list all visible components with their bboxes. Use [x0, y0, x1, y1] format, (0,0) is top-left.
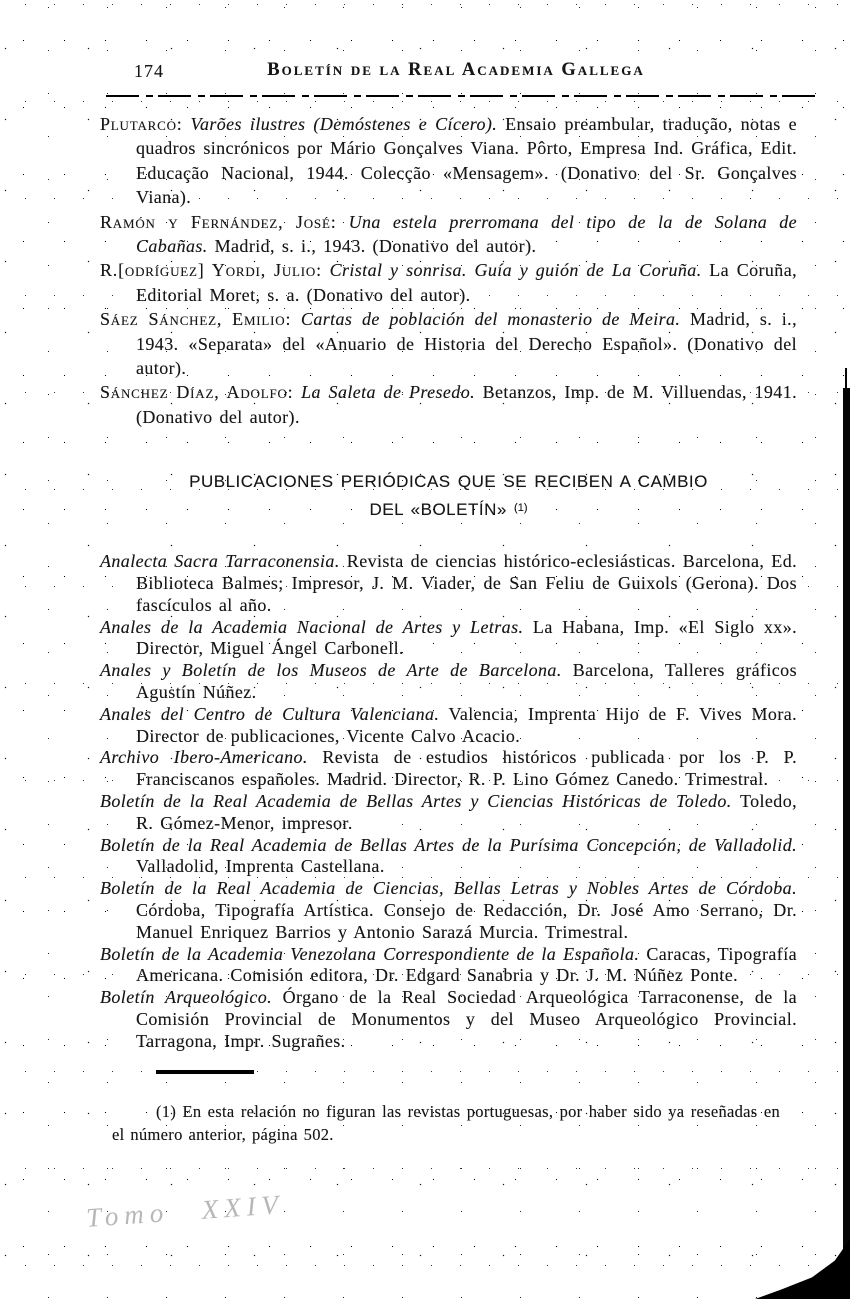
- footnote-rule: [156, 1070, 254, 1074]
- periodical-title: Anales y Boletín de los Museos de Arte de Barcelona.: [100, 660, 562, 681]
- periodical-details: Barcelona, Talleres gráficos Agustín Núñez.: [136, 660, 797, 703]
- entry-title: Cartas de población del monasterio de Meira.: [300, 309, 681, 330]
- periodical-title: Archivo Ibero-Americano.: [100, 747, 308, 768]
- bibliography-entry: [100, 210, 797, 259]
- footnote: [112, 1100, 780, 1146]
- scan-edge-mark: [845, 368, 847, 390]
- entry-author: Plutarco:: [100, 114, 183, 134]
- periodical-details: Órgano de la Real Sociedad Arqueológica Tarraconense, de la Comisión Provincial de Monumentos y del Museo Arqueológico Provincial. Tarragona, Impr. Sugrañes.: [136, 987, 797, 1051]
- entry-imprint: Madrid, s. i., 1943. «Separata» del «Anuario de Historia del Derecho Español». (Donativo del autor).: [136, 309, 797, 379]
- entry-title: La Saleta de Presedo.: [301, 382, 475, 403]
- periodical-entry: [100, 551, 797, 616]
- bibliography-entry: [100, 112, 797, 210]
- section-heading: [100, 469, 797, 523]
- periodical-details: Revista de estudios históricos publicada por los P. P. Franciscanos españoles. Madrid. Director, R. P. Lino Gómez Canedo. Trimestral.: [136, 747, 797, 790]
- periodical-details: La Habana, Imp. «El Siglo xx». Director, Miguel Ángel Carbonell.: [136, 616, 797, 659]
- header-rule: [106, 95, 816, 97]
- running-head-title: Boletín de la Real Academia Gallega: [267, 60, 645, 80]
- periodical-title: Boletín Arqueológico.: [100, 987, 273, 1008]
- entry-imprint: Ensaio preambular, tradução, notas e quadros sincrónicos por Mário Gonçalves Viana. Pôrto, Empresa Ind. Gráfica, Edit. Educação Nacional, 1944. Colecção «Mensagem». (Donativo del Sr. Gonçalves Viana).: [136, 114, 798, 208]
- bibliography-entry: [100, 307, 797, 380]
- periodical-details: Revista de ciencias histórico-eclesiásticas. Barcelona, Ed. Biblioteca Balmes; Impresor, J. M. Viader, de San Feliu de Guixols (Gerona). Dos fascículos al año.: [136, 551, 797, 615]
- scan-edge-band: [843, 388, 850, 1299]
- entry-title: Cristal y sonrisa. Guía y guión de La Coruña.: [329, 260, 702, 281]
- bibliography-list: [100, 112, 797, 429]
- periodical-title: Anales del Centro de Cultura Valenciana.: [100, 703, 440, 724]
- entry-author: R.[odríguez] Yordi, Julio:: [100, 260, 322, 281]
- periodical-entry: [100, 617, 797, 661]
- periodical-entry: [100, 660, 797, 704]
- footnote-reference: (1): [514, 502, 528, 515]
- entry-author: Sánchez Díaz, Adolfo:: [100, 382, 294, 403]
- entry-author: Sáez Sánchez, Emilio:: [100, 309, 292, 330]
- periodicals-list: [100, 551, 797, 1052]
- periodical-entry: [100, 835, 797, 879]
- page-header: [100, 60, 812, 86]
- entry-imprint: La Coruña, Editorial Moret, s. a. (Donativo del autor).: [136, 260, 797, 305]
- periodical-details: Córdoba, Tipografía Artística. Consejo de Redacción, Dr. José Amo Serrano, Dr. Manuel Enriquez Barrios y Antonio Sarazá Murcia. Trimestral.: [136, 900, 797, 942]
- handwritten-annotation: Tomo XXIV: [85, 1189, 286, 1233]
- entry-title: Una estela prerromana del tipo de la de Solana de Cabañas.: [136, 211, 797, 257]
- periodical-details: Toledo, R. Gómez-Menor, impresor.: [136, 791, 797, 833]
- page-number: 174: [134, 61, 164, 81]
- scan-corner-smudge: [755, 1239, 850, 1299]
- periodical-title: Analecta Sacra Tarraconensia.: [100, 551, 340, 572]
- periodical-entry: [100, 944, 797, 988]
- periodical-title: Boletín de la Academia Venezolana Correspondiente de la Española.: [100, 943, 640, 964]
- periodical-details: Caracas, Tipografía Americana. Comisión editora, Dr. Edgard Sanabria y Dr. J. M. Núñez Ponte.: [136, 943, 797, 986]
- section-heading-line-2: DEL «BOLETÍN» $^{(1)}$: [369, 500, 528, 520]
- section-heading-line-1: PUBLICACIONES PERIÓDICAS QUE SE RECIBEN A CAMBIO: [189, 472, 708, 492]
- periodical-title: Boletín de la Real Academia de Ciencias, Bellas Letras y Nobles Artes de Córdoba.: [100, 878, 797, 899]
- entry-author: Ramón y Fernández, José:: [100, 211, 337, 232]
- periodical-entry: [100, 878, 797, 943]
- periodical-title: Anales de la Academia Nacional de Artes y Letras.: [100, 616, 524, 637]
- periodical-details: Valladolid, Imprenta Castellana.: [136, 856, 385, 877]
- bibliography-entry: [100, 258, 797, 307]
- entry-imprint: Madrid, s. i., 1943. (Donativo del autor).: [214, 236, 537, 257]
- footnote-text: En esta relación no figuran las revistas portuguesas, por haber sido ya reseñadas en el número anterior, página 502.: [112, 1101, 780, 1144]
- periodical-entry: [100, 747, 797, 791]
- periodical-entry: [100, 987, 797, 1052]
- periodical-title: Boletín de la Real Academia de Bellas Artes y Ciencias Históricas de Toledo.: [100, 791, 732, 812]
- periodical-title: Boletín de la Real Academia de Bellas Artes de la Purísima Concepción, de Valladolid.: [100, 834, 797, 855]
- periodical-entry: [100, 791, 797, 835]
- bibliography-entry: [100, 380, 797, 429]
- text-column: [100, 112, 797, 1053]
- periodical-entry: [100, 704, 797, 748]
- entry-imprint: Betanzos, Imp. de M. Villuendas, 1941. (Donativo del autor).: [136, 382, 797, 427]
- footnote-marker: (1): [156, 1101, 177, 1121]
- entry-title: Varões ilustres (Demóstenes e Cícero).: [190, 114, 498, 134]
- periodical-details: Valencia, Imprenta Hijo de F. Vives Mora. Director de publicaciones, Vicente Calvo Acacio.: [136, 703, 797, 746]
